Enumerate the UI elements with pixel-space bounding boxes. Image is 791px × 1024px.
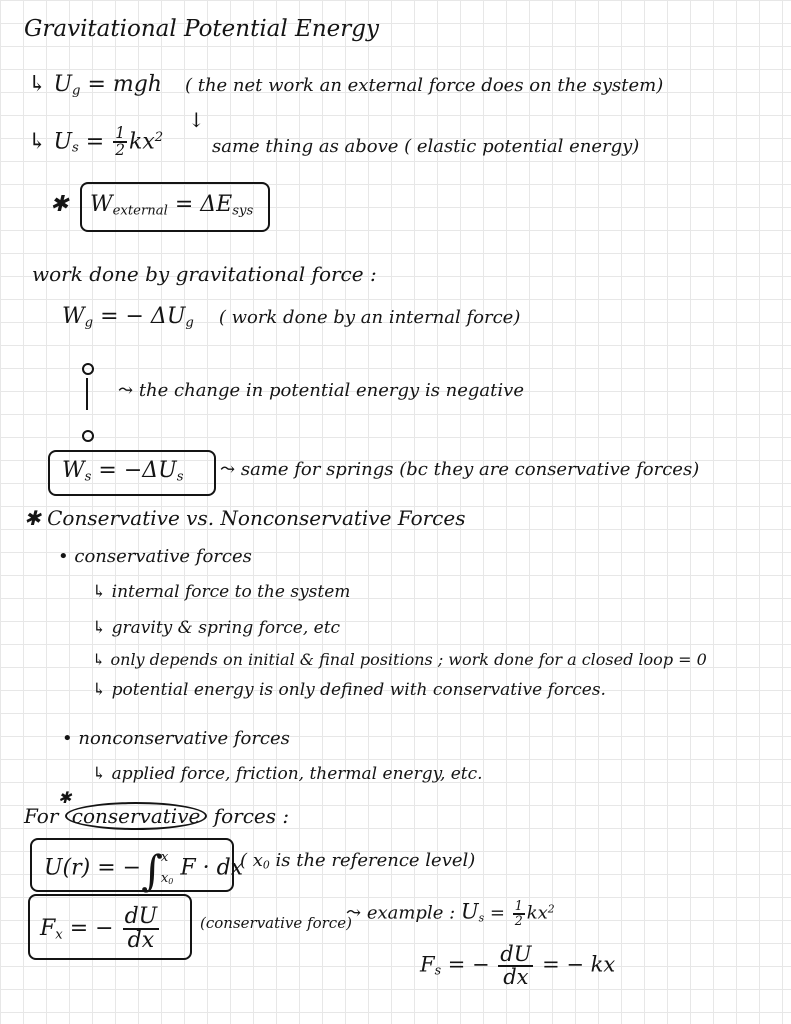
wg-row xyxy=(62,306,520,330)
list-item xyxy=(92,620,340,637)
hook-arrow-icon: ↳ xyxy=(92,650,106,669)
cons-vs-noncons-row xyxy=(24,508,465,528)
fx-symbol: F xyxy=(40,916,56,941)
forces-colon: forces : xyxy=(213,804,290,828)
list-item xyxy=(92,652,707,668)
page-title: Gravitational Potential Energy xyxy=(24,16,379,42)
integral-lower-limit xyxy=(161,872,173,886)
hook-arrow-icon: ↳ xyxy=(28,72,47,97)
wg-equation: = − ΔU xyxy=(100,304,186,329)
du-numerator: dU xyxy=(500,942,532,966)
example-equals: = xyxy=(489,902,505,924)
integral-limits xyxy=(161,851,173,885)
fraction-denominator: 2 xyxy=(115,141,125,160)
ug-subscript: g xyxy=(71,83,81,99)
us-equals: = xyxy=(85,129,105,155)
squiggle-arrow-icon: ⤳ xyxy=(118,380,134,401)
example-fs-equals: = − xyxy=(447,952,490,977)
force-derivative-equation xyxy=(40,906,161,952)
ug-equation: = mgh xyxy=(87,72,162,97)
for-cons-row xyxy=(24,806,289,826)
fraction-numerator: 1 xyxy=(514,898,523,913)
us-note: same thing as above ( elastic potential energy) xyxy=(212,136,640,157)
delta-e-symbol: = ΔE xyxy=(174,192,233,217)
du-dx-fraction xyxy=(123,906,160,952)
us-subscript: s xyxy=(71,140,79,156)
conservative-force-note: (conservative force) xyxy=(200,914,352,932)
ws-symbol: W xyxy=(62,458,85,483)
example-kx: kx xyxy=(526,902,548,924)
for-text: For xyxy=(24,804,59,828)
dx-denominator: dx xyxy=(127,928,155,953)
squared-exponent: 2 xyxy=(154,130,164,146)
bullet-icon: • xyxy=(62,728,73,749)
example-row xyxy=(346,900,555,927)
example-label: example : xyxy=(366,902,456,924)
potential-integral-equation xyxy=(44,846,244,895)
sys-subscript: sys xyxy=(232,203,254,219)
list-item xyxy=(92,584,350,601)
reference-level-note xyxy=(240,852,475,871)
list-item-text: applied force, friction, thermal energy, etc. xyxy=(111,764,483,784)
squiggle-arrow-icon: ⤳ xyxy=(220,459,236,480)
ug-symbol: U xyxy=(53,72,72,97)
example-fs-symbol: F xyxy=(420,952,435,977)
us-kx: kx xyxy=(129,129,155,155)
integral-lower-x: x xyxy=(160,870,169,886)
us-row xyxy=(28,126,163,159)
integral-upper-limit: x xyxy=(160,850,169,866)
conservative-word-circled: conservative xyxy=(65,802,208,830)
cons-heading-row xyxy=(58,548,252,566)
hook-arrow-icon: ↳ xyxy=(92,582,107,602)
list-item-text: potential energy is only defined with conservative forces. xyxy=(111,680,606,700)
one-half-fraction xyxy=(113,126,127,159)
example-result: = − kx xyxy=(542,952,616,977)
squared-exponent: 2 xyxy=(547,902,555,916)
fall-path-line xyxy=(86,378,88,410)
list-item xyxy=(92,766,483,783)
example-force-row xyxy=(420,944,615,988)
ref-note-open: ( x xyxy=(240,850,263,871)
wg-rhs-subscript: g xyxy=(185,315,194,331)
hook-arrow-icon: ↳ xyxy=(92,680,107,700)
object-top-circle xyxy=(82,363,94,375)
wg-symbol: W xyxy=(62,304,85,329)
integral-sign: ∫ xyxy=(141,846,163,895)
pe-change-note: the change in potential energy is negative xyxy=(138,380,524,401)
hook-arrow-icon: ↳ xyxy=(92,618,107,638)
us-symbol: U xyxy=(53,129,72,155)
ws-equation xyxy=(62,460,183,484)
example-us-symbol: U xyxy=(460,899,479,924)
hook-arrow-icon: ↳ xyxy=(28,129,47,155)
du-numerator: dU xyxy=(124,904,158,929)
grav-work-heading: work done by gravitational force : xyxy=(32,262,377,286)
fraction-numerator: 1 xyxy=(115,124,125,142)
list-item-text: gravity & spring force, etc xyxy=(111,618,341,638)
fraction-denominator: 2 xyxy=(514,912,523,928)
fx-equals: = − xyxy=(69,916,114,941)
cons-vs-noncons-heading: Conservative vs. Nonconservative Forces xyxy=(47,506,466,530)
noncons-heading: nonconservative forces xyxy=(78,728,290,749)
ref-note-subscript: 0 xyxy=(262,858,270,872)
down-arrow-icon: ↓ xyxy=(188,108,205,132)
springs-note: same for springs (bc they are conservative forces) xyxy=(240,459,700,480)
ws-rhs: = −ΔU xyxy=(98,458,177,483)
noncons-heading-row xyxy=(62,730,290,748)
star-icon: ✱ xyxy=(50,192,69,217)
u-of-r-lhs: U(r) = − xyxy=(44,855,142,881)
example-fs-subscript: s xyxy=(434,962,442,978)
fx-subscript: x xyxy=(55,927,63,943)
ref-note-rest: is the reference level) xyxy=(269,850,476,871)
ws-subscript: s xyxy=(84,469,92,485)
ug-note: ( the net work an external force does on the system) xyxy=(184,75,664,96)
w-external-equation xyxy=(90,194,253,218)
star-icon: ✱ xyxy=(24,506,41,530)
list-item xyxy=(92,682,606,699)
bullet-icon: • xyxy=(58,546,69,567)
wg-note: ( work done by an internal force) xyxy=(218,307,521,328)
dx-denominator: dx xyxy=(503,965,529,989)
integrand: F · dx xyxy=(180,855,244,881)
squiggle-arrow-icon: ⤳ xyxy=(346,902,362,924)
example-us-subscript: s xyxy=(478,911,485,925)
cons-heading: conservative forces xyxy=(74,546,252,567)
example-du-dx-fraction xyxy=(498,944,533,988)
list-item-text: only depends on initial & final positions ; work done for a closed loop = 0 xyxy=(110,650,707,669)
hook-arrow-icon: ↳ xyxy=(92,764,107,784)
ws-rhs-subscript: s xyxy=(176,469,184,485)
example-half-fraction xyxy=(513,900,525,927)
w-symbol: W xyxy=(90,192,113,217)
pe-change-row xyxy=(118,382,524,400)
integral-lower-subscript: 0 xyxy=(168,876,174,886)
ug-row xyxy=(28,74,663,98)
star-icon: ✱ xyxy=(58,788,72,807)
wg-subscript: g xyxy=(84,315,94,331)
springs-row xyxy=(220,461,699,479)
w-external-subscript: external xyxy=(112,203,168,219)
list-item-text: internal force to the system xyxy=(111,582,351,602)
object-bottom-circle xyxy=(82,430,94,442)
